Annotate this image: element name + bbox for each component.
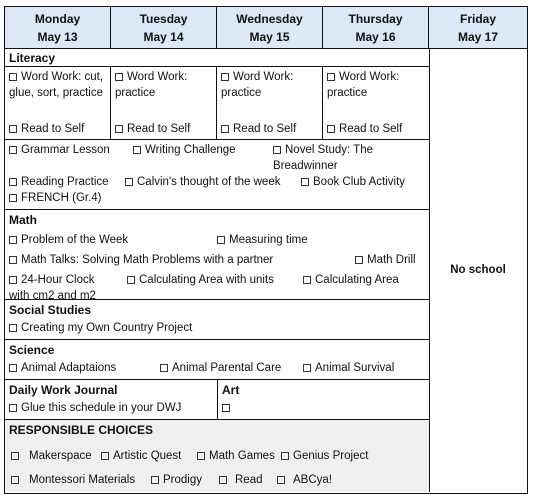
checkbox-icon[interactable] [11, 476, 19, 484]
item-label: Read [235, 474, 263, 486]
checklist-item[interactable] [221, 69, 319, 101]
checklist-item[interactable] [9, 190, 102, 206]
day-header-monday [5, 7, 111, 49]
checkbox-icon[interactable] [355, 256, 363, 264]
literacy-day-cell-monday [5, 66, 111, 140]
day-date: May 14 [143, 30, 184, 44]
checklist-item[interactable] [303, 360, 394, 376]
checklist-item[interactable] [9, 142, 110, 158]
checkbox-icon[interactable] [115, 73, 123, 81]
section-title: RESPONSIBLE CHOICES [9, 423, 154, 437]
checklist-item[interactable] [355, 252, 416, 268]
checkbox-icon[interactable] [9, 404, 17, 412]
checkbox-icon[interactable] [9, 146, 17, 154]
checklist-item[interactable] [9, 69, 107, 101]
checklist-item[interactable] [277, 472, 332, 488]
day-header-friday [429, 7, 527, 49]
checkbox-icon[interactable] [327, 125, 335, 133]
checkbox-icon[interactable] [11, 452, 19, 460]
section-title: Social Studies [9, 303, 92, 317]
checkbox-icon[interactable] [9, 73, 17, 81]
day-date: May 17 [457, 30, 499, 44]
item-label: Grammar Lesson [21, 144, 110, 156]
section-title: Daily Work Journal [9, 383, 118, 397]
checkbox-icon[interactable] [221, 125, 229, 133]
checklist-item[interactable] [281, 448, 368, 464]
checklist-item[interactable] [301, 174, 405, 190]
no-school-note: No school [450, 264, 506, 276]
item-label: Read to Self [21, 123, 85, 135]
checklist-item[interactable] [327, 121, 402, 137]
checklist-item[interactable] [222, 400, 234, 416]
item-label: Word Work: practice [327, 71, 400, 99]
day-header-thursday [323, 7, 429, 49]
checkbox-icon[interactable] [9, 194, 17, 202]
checkbox-icon[interactable] [9, 256, 17, 264]
science-section [5, 340, 430, 380]
art-section [218, 380, 430, 420]
day-date: May 13 [37, 30, 78, 44]
item-label: Math Drill [367, 254, 416, 266]
checkbox-icon[interactable] [151, 476, 159, 484]
item-label: Glue this schedule in your DWJ [21, 402, 182, 414]
checkbox-icon[interactable] [9, 125, 17, 133]
checkbox-icon[interactable] [222, 404, 230, 412]
checkbox-icon[interactable] [125, 178, 133, 186]
checklist-item[interactable] [221, 121, 296, 137]
item-label: Word Work: practice [221, 71, 294, 99]
section-title: Literacy [9, 51, 56, 65]
item-label: Book Club Activity [313, 176, 406, 188]
day-date: May 16 [355, 30, 396, 44]
item-label: Problem of the Week [21, 234, 129, 246]
checklist-item[interactable] [273, 142, 423, 174]
checklist-item[interactable] [9, 121, 84, 137]
checklist-item[interactable] [9, 232, 128, 248]
day-date: May 15 [249, 30, 290, 44]
literacy-section [5, 48, 430, 66]
item-label: Read to Self [233, 123, 297, 135]
checklist-item[interactable] [160, 360, 281, 376]
math-section [5, 210, 430, 300]
checkbox-icon[interactable] [133, 146, 141, 154]
weekly-schedule-table [4, 6, 528, 494]
item-label: Novel Study: The Breadwinner [273, 144, 374, 172]
checklist-item[interactable] [125, 174, 280, 190]
item-label: Math Games [209, 450, 275, 462]
checklist-item[interactable] [133, 142, 236, 158]
checkbox-icon[interactable] [197, 452, 205, 460]
checklist-item[interactable] [197, 448, 275, 464]
checklist-item[interactable] [9, 320, 192, 336]
day-name: Tuesday [139, 12, 188, 26]
item-label: Word Work: practice [115, 71, 188, 99]
day-name: Wednesday [236, 12, 303, 26]
item-label: Calvin's thought of the week [137, 176, 281, 188]
daily-work-journal-section [5, 380, 218, 420]
checklist-item[interactable] [9, 400, 181, 416]
item-label: ABCya! [293, 474, 332, 486]
checkbox-icon[interactable] [221, 73, 229, 81]
checkbox-icon[interactable] [303, 276, 311, 284]
responsible-choices-section [5, 420, 430, 492]
literacy-activities [5, 140, 430, 210]
item-label: Reading Practice [21, 176, 109, 188]
checklist-item[interactable] [217, 232, 308, 248]
checkbox-icon[interactable] [301, 178, 309, 186]
item-label: Calculating Area with units [139, 274, 274, 286]
checkbox-icon[interactable] [217, 236, 225, 244]
checkbox-icon[interactable] [115, 125, 123, 133]
social-studies-section [5, 300, 430, 340]
item-label: Animal Parental Care [172, 362, 282, 374]
checklist-item[interactable] [11, 472, 135, 488]
item-label: Makerspace [29, 450, 92, 462]
checkbox-icon[interactable] [9, 324, 17, 332]
friday-cell [429, 48, 527, 492]
day-header-tuesday [111, 7, 217, 49]
item-label: Creating my Own Country Project [21, 322, 193, 334]
checkbox-icon[interactable] [303, 364, 311, 372]
day-header-wednesday [217, 7, 323, 49]
checklist-item[interactable] [101, 448, 181, 464]
day-name: Thursday [348, 12, 403, 26]
checklist-item[interactable] [115, 69, 213, 101]
literacy-day-cell-wednesday [217, 66, 323, 140]
item-label: Measuring time [229, 234, 308, 246]
checkbox-icon[interactable] [9, 364, 17, 372]
checkbox-icon[interactable] [281, 452, 289, 460]
section-title: Art [222, 383, 240, 397]
item-label: Writing Challenge [145, 144, 236, 156]
checkbox-icon[interactable] [160, 364, 168, 372]
checkbox-icon[interactable] [101, 452, 109, 460]
day-name: Friday [459, 12, 496, 26]
item-label: Montessori Materials [29, 474, 136, 486]
checklist-item[interactable] [327, 69, 425, 101]
checklist-item[interactable] [11, 448, 92, 464]
item-label: 24-Hour Clock [21, 274, 95, 286]
literacy-day-cell-thursday [323, 66, 430, 140]
item-label: Prodigy [163, 474, 202, 486]
checkbox-icon[interactable] [219, 476, 227, 484]
literacy-day-cell-tuesday [111, 66, 217, 140]
checkbox-icon[interactable] [273, 146, 281, 154]
item-label: Animal Survival [315, 362, 395, 374]
checkbox-icon[interactable] [277, 476, 285, 484]
checklist-item[interactable] [9, 174, 109, 190]
checklist-item[interactable] [219, 472, 263, 488]
item-label: Read to Self [339, 123, 403, 135]
item-label: Animal Adaptaions [21, 362, 117, 374]
checkbox-icon[interactable] [9, 236, 17, 244]
item-label: Calculating Area with cm2 and m2 [9, 274, 399, 302]
checklist-item[interactable] [151, 472, 202, 488]
section-title: Math [9, 213, 37, 227]
item-label: Word Work: cut, glue, sort, practice [9, 71, 104, 99]
checklist-item[interactable] [9, 252, 273, 268]
checkbox-icon[interactable] [9, 178, 17, 186]
checklist-item[interactable] [9, 360, 116, 376]
item-label: Read to Self [127, 123, 191, 135]
checkbox-icon[interactable] [327, 73, 335, 81]
item-label: Math Talks: Solving Math Problems with a partner [21, 254, 274, 266]
item-label: Genius Project [293, 450, 369, 462]
item-label: FRENCH (Gr.4) [21, 192, 102, 204]
section-title: Science [9, 343, 55, 357]
day-name: Monday [34, 12, 81, 26]
item-label: Artistic Quest [113, 450, 182, 462]
checklist-item[interactable] [115, 121, 190, 137]
